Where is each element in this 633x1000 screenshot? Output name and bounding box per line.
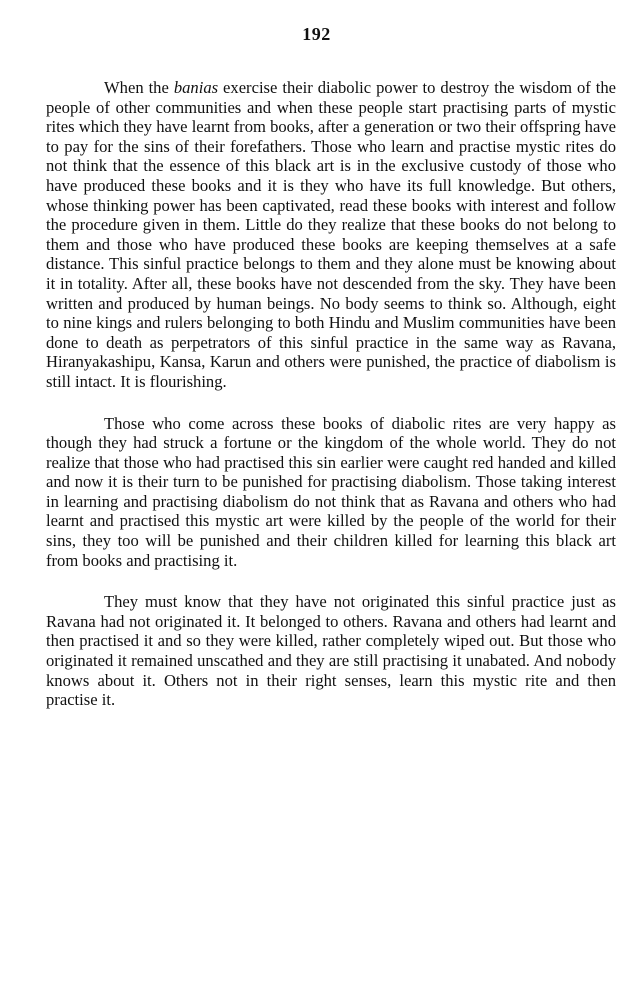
paragraph-1-rest: exercise their diabolic power to destroy the wisdom of the people of other communities and when these people start practising parts of mystic rites which they have learnt from books, after a generation or two their offspring have to pay for the sins of their forefathers. Those who learn and practise mystic rites do not think that the essence of this black art is in the exclusive custody of those who have produced these books and it is they who have its full knowledge. But others, whose thinking power has been captivated, read these books with interest and follow the procedure given in them. Little do they realize that these books do not belong to them and those who have produced these books are keeping themselves at a safe distance. This sinful practice belongs to them and they alone must be knowing about it in totality. After all, these books have not descended from the sky. They have been written and produced by human beings. No body seems to think so. Although, eight to nine kings and rulers belonging to both Hindu and Muslim communities have been done to death as perpetrators of this sinful practice in the same way as Ravana, Hiranyakashipu, Kansa, Karun and others were punished, the practice of diabolism is still intact. It is flourishing.	[46, 78, 616, 391]
body-text	[46, 78, 616, 732]
paragraph-1	[46, 78, 616, 392]
paragraph-1-emphasis: banias	[173, 78, 219, 97]
paragraph-1-lead: When the	[104, 78, 174, 97]
page-number: 192	[302, 24, 331, 44]
paragraph-3: They must know that they have not originated this sinful practice just as Ravana had not originated it. It belonged to others. Ravana and others had learnt and then practised it and so they were killed, rather completely wiped out. But those who originated it remained unscathed and they are still practising it unabated. And nobody knows about it. Others not in their right senses, learn this mystic rite and then practise it.	[46, 592, 616, 710]
paragraph-2: Those who come across these books of diabolic rites are very happy as though they had struck a fortune or the kingdom of the whole world. They do not realize that those who had practised this sin earlier were caught red handed and killed and now it is their turn to be punished for practising diabolism. Those taking interest in learning and practising diabolism do not think that as Ravana and others who had learnt and practised this mystic art were killed by the people of the world for their sins, they too will be punished and their children killed for learning this black art from books and practising it.	[46, 413, 616, 570]
